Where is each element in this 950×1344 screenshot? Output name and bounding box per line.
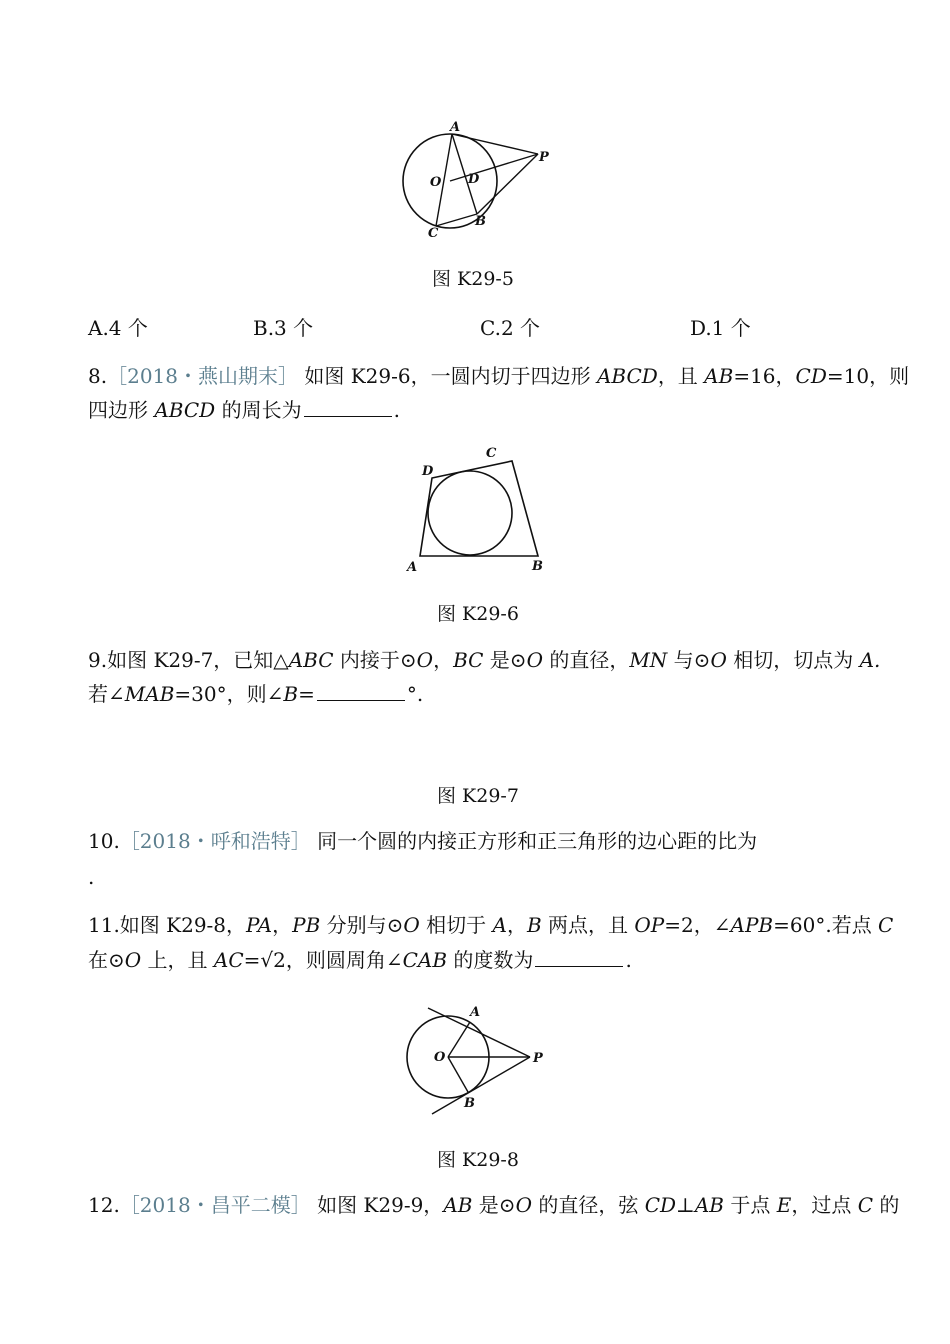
label-p: P — [533, 1051, 543, 1066]
label-c: C — [428, 226, 439, 241]
q10-number: 10. — [88, 829, 120, 853]
label-b: B — [532, 559, 543, 574]
q10-source: ［2018・呼和浩特］ — [119, 829, 311, 853]
label-d: D — [422, 464, 434, 479]
option-a: A.4 个 — [88, 316, 148, 340]
label-o: O — [430, 175, 442, 190]
option-b: B.3 个 — [253, 316, 314, 340]
option-c: C.2 个 — [480, 316, 541, 340]
label-p: P — [539, 150, 549, 165]
label-a: A — [470, 1005, 481, 1020]
figure-k29-6 — [400, 440, 560, 576]
label-b: B — [464, 1096, 475, 1111]
figure-k29-8 — [400, 1000, 560, 1120]
q8-source: ［2018・燕山期末］ — [107, 364, 298, 388]
caption-k29-6: 图 K29-6 — [437, 603, 519, 625]
label-o: O — [434, 1050, 446, 1065]
q9-line1: 9.如图 K29-7，已知△ABC 内接于⊙O，BC 是⊙O 的直径，MN 与⊙O 相切，切点为 A. — [88, 648, 881, 672]
caption-k29-8: 图 K29-8 — [437, 1149, 519, 1171]
q9-answer-blank[interactable] — [317, 682, 405, 701]
label-a: A — [407, 560, 418, 575]
q8-answer-blank[interactable] — [304, 398, 392, 417]
label-d: D — [468, 172, 480, 187]
q10-line2: . — [88, 865, 95, 889]
q11-line2: 在⊙O 上，且 AC=√2，则圆周角∠CAB 的度数为 . — [88, 948, 632, 972]
q10-line1: 10.［2018・呼和浩特］ 同一个圆的内接正方形和正三角形的边心距的比为 — [88, 829, 758, 853]
q12-number: 12. — [88, 1193, 120, 1217]
q8-line1: 8.［2018・燕山期末］ 如图 K29-6，一圆内切于四边形 ABCD，且 AB=16，CD=10，则 — [88, 364, 910, 388]
figure-k29-5 — [390, 118, 560, 242]
q11-line1: 11.如图 K29-8，PA，PB 分别与⊙O 相切于 A，B 两点，且 OP=2，∠APB=60°.若点 C — [88, 913, 894, 937]
q9-line2: 若∠MAB=30°，则∠B= °. — [88, 682, 424, 706]
q12-source: ［2018・昌平二模］ — [119, 1193, 311, 1217]
label-b: B — [475, 214, 486, 229]
q11-answer-blank[interactable] — [535, 948, 623, 967]
q8-number: 8. — [88, 364, 108, 388]
q12-line1: 12.［2018・昌平二模］ 如图 K29-9，AB 是⊙O 的直径，弦 CD⊥AB 于点 E，过点 C 的 — [88, 1193, 900, 1217]
q8-line2: 四边形 ABCD 的周长为 . — [88, 398, 400, 422]
label-a: A — [450, 120, 461, 135]
caption-k29-7: 图 K29-7 — [437, 785, 519, 807]
incircle — [428, 471, 512, 555]
label-c: C — [486, 446, 497, 461]
option-d: D.1 个 — [690, 316, 751, 340]
caption-k29-5: 图 K29-5 — [432, 268, 514, 290]
